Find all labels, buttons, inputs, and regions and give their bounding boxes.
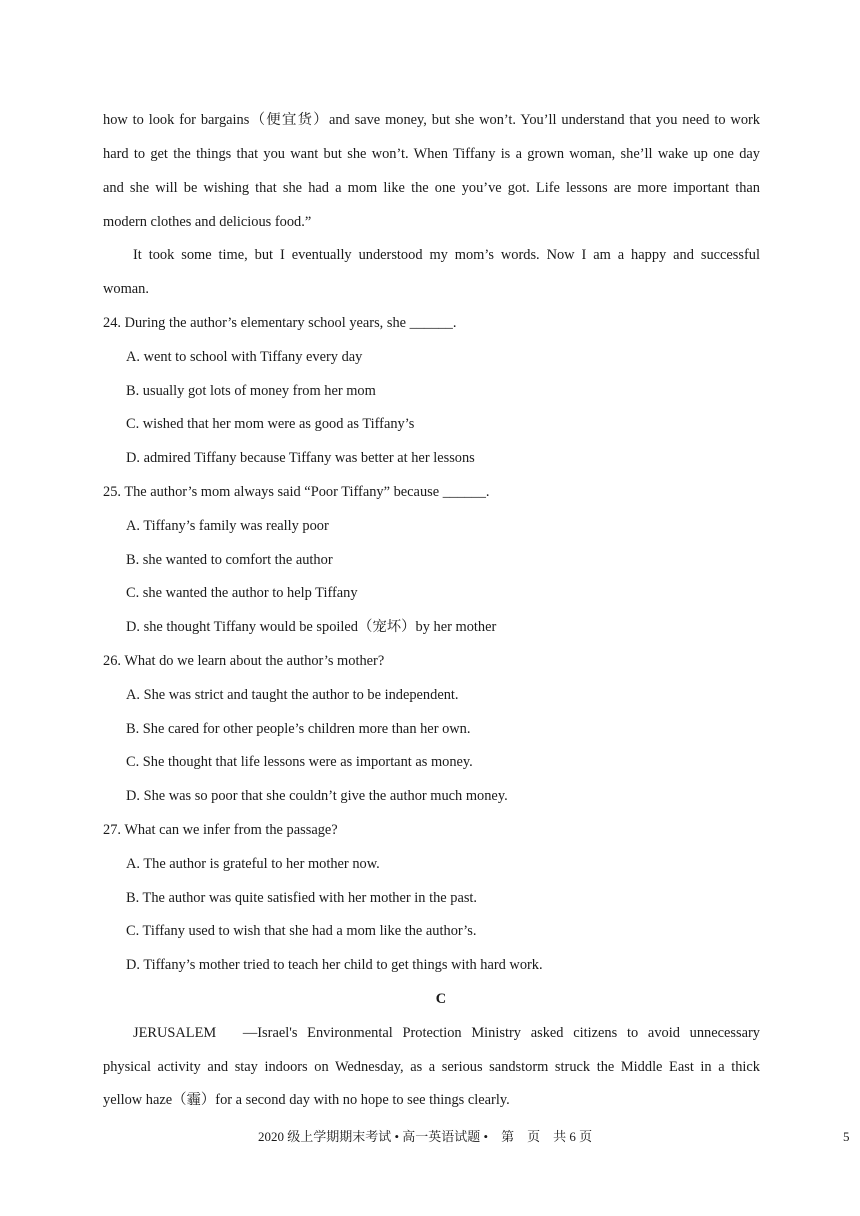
passage-line: how to look for bargains（便宜货）and save money, but she won’t. You’ll understand that you need to work bbox=[103, 112, 760, 128]
passage-line: and she will be wishing that she had a mom like the one you’ve got. Life lessons are more important than bbox=[103, 180, 760, 196]
passage-line: yellow haze（霾）for a second day with no hope to see things clearly. bbox=[103, 1092, 510, 1108]
page-number: 5 bbox=[843, 1129, 850, 1144]
answer-option: C. Tiffany used to wish that she had a mom like the author’s. bbox=[126, 923, 477, 939]
passage-line: woman. bbox=[103, 281, 149, 297]
answer-option: B. She cared for other people’s children more than her own. bbox=[126, 721, 471, 737]
passage-line: hard to get the things that you want but she won’t. When Tiffany is a grown woman, she’ll wake up one day bbox=[103, 146, 760, 162]
footer-text: 2020 级上学期期末考试 • 高一英语试题 • 第 页 共 6 页 bbox=[258, 1129, 593, 1144]
question-stem: 26. What do we learn about the author’s mother? bbox=[103, 653, 385, 669]
answer-option: D. Tiffany’s mother tried to teach her child to get things with hard work. bbox=[126, 957, 543, 973]
question-stem: 25. The author’s mom always said “Poor Tiffany” because ______. bbox=[103, 484, 490, 500]
passage-line: It took some time, but I eventually understood my mom’s words. Now I am a happy and successful bbox=[133, 247, 760, 263]
question-stem: 27. What can we infer from the passage? bbox=[103, 822, 338, 838]
answer-option: A. She was strict and taught the author to be independent. bbox=[126, 687, 459, 703]
answer-option: A. went to school with Tiffany every day bbox=[126, 349, 363, 365]
answer-option: D. admired Tiffany because Tiffany was better at her lessons bbox=[126, 450, 475, 466]
answer-option: C. wished that her mom were as good as Tiffany’s bbox=[126, 416, 415, 432]
answer-option: C. she wanted the author to help Tiffany bbox=[126, 585, 358, 601]
section-heading: C bbox=[435, 991, 447, 1007]
answer-option: C. She thought that life lessons were as important as money. bbox=[126, 754, 473, 770]
passage-line: JERUSALEM —Israel's Environmental Protection Ministry asked citizens to avoid unnecessary bbox=[133, 1025, 760, 1041]
passage-line: modern clothes and delicious food.” bbox=[103, 214, 312, 230]
answer-option: D. She was so poor that she couldn’t give the author much money. bbox=[126, 788, 508, 804]
answer-option: B. she wanted to comfort the author bbox=[126, 552, 333, 568]
answer-option: A. Tiffany’s family was really poor bbox=[126, 518, 329, 534]
answer-option: D. she thought Tiffany would be spoiled（宠坏）by her mother bbox=[126, 619, 497, 635]
answer-option: B. The author was quite satisfied with her mother in the past. bbox=[126, 890, 478, 906]
answer-option: B. usually got lots of money from her mom bbox=[126, 383, 376, 399]
passage-line: physical activity and stay indoors on Wednesday, as a serious sandstorm struck the Middle East in a thick bbox=[103, 1059, 760, 1075]
answer-option: A. The author is grateful to her mother now. bbox=[126, 856, 380, 872]
question-stem: 24. During the author’s elementary school years, she ______. bbox=[103, 315, 457, 331]
